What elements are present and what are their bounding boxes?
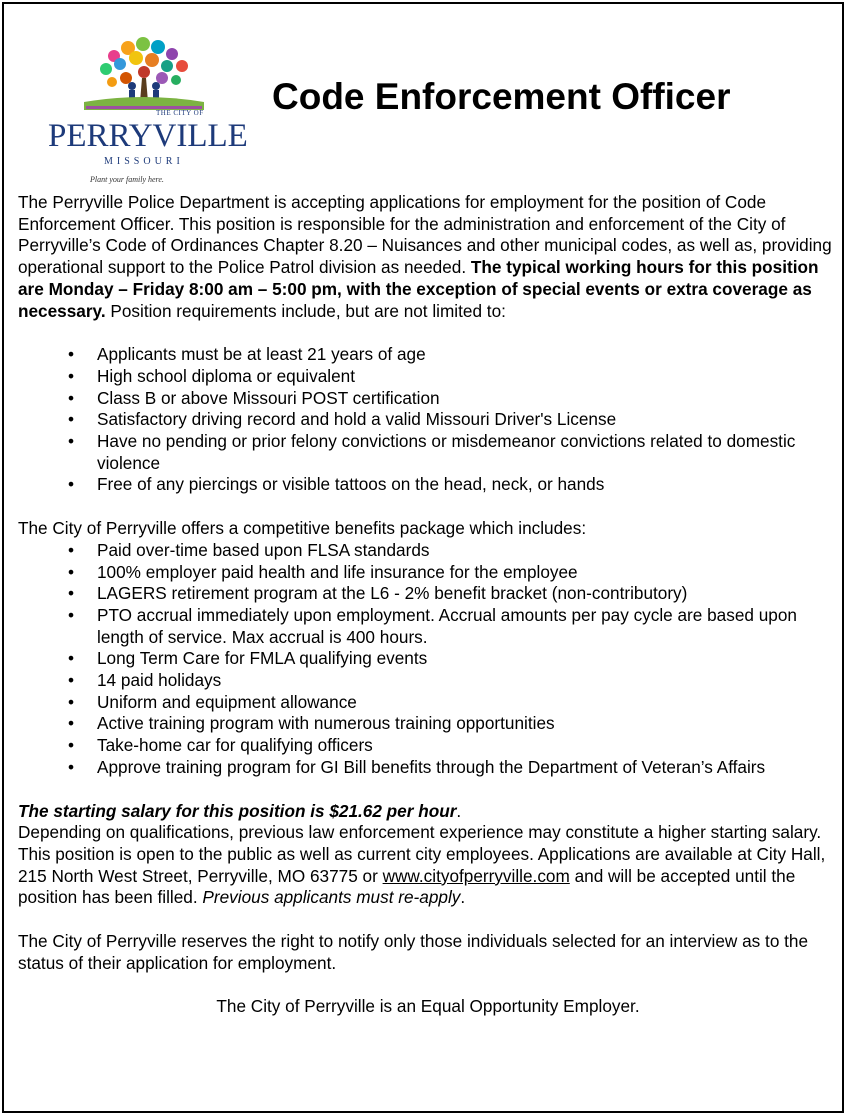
intro-paragraph <box>18 192 838 322</box>
bullet-icon: • <box>68 409 75 430</box>
bullet-icon: • <box>68 474 75 495</box>
list-item: • Approve training program for GI Bill benefits through the Department of Veteran’s Affairs <box>68 756 766 777</box>
city-logo <box>44 20 248 184</box>
bullet-icon: • <box>68 648 75 669</box>
bullet-icon: • <box>68 431 75 452</box>
list-item: • Class B or above Missouri POST certification <box>68 387 440 408</box>
list-item: • High school diploma or equivalent <box>68 365 355 386</box>
list-item: • PTO accrual immediately upon employment. Accrual amounts per pay cycle are based upon length of service. Max accrual is 400 hours. <box>68 604 797 647</box>
list-item: • 100% employer paid health and life insurance for the employee <box>68 561 578 582</box>
benefits-list <box>18 540 838 779</box>
list-item: • Active training program with numerous training opportunities <box>68 713 555 734</box>
list-item: • 14 paid holidays <box>68 670 222 691</box>
page-title: Code Enforcement Officer <box>272 76 731 117</box>
list-item: • Uniform and equipment allowance <box>68 691 357 712</box>
working-hours-text: The typical working hours for this position are Monday – Friday 8:00 am – 5:00 pm, with the exception of special events or extra coverage as necessary. <box>18 257 819 321</box>
requirements-lead: Position requirements include, but are not limited to: <box>105 300 506 321</box>
bullet-icon: • <box>68 604 75 625</box>
tree-logo-icon <box>44 20 234 120</box>
bullet-icon: • <box>68 583 75 604</box>
eoe-statement: The City of Perryville is an Equal Opportunity Employer. <box>216 995 640 1016</box>
bullet-icon: • <box>68 561 75 582</box>
bullet-icon: • <box>68 539 75 560</box>
logo-state-name: MISSOURI <box>104 156 184 167</box>
logo-tagline: Plant your family here. <box>90 175 164 184</box>
bullet-icon: • <box>68 713 75 734</box>
bullet-icon: • <box>68 344 75 365</box>
reapply-note: Previous applicants must re-apply <box>202 887 461 908</box>
list-item: • Satisfactory driving record and hold a valid Missouri Driver's License <box>68 409 617 430</box>
list-item: • Take-home car for qualifying officers <box>68 735 373 756</box>
logo-the-city-of: THE CITY OF <box>156 109 204 117</box>
salary-headline: The starting salary for this position is $21.62 per hour <box>18 800 457 821</box>
list-item: • Have no pending or prior felony convictions or misdemeanor convictions related to domestic violence <box>68 431 796 473</box>
intro-text: The Perryville Police Department is accepting applications for employment for the position of Code Enforcement Officer. This position is responsible for the administration and enforcement of the City of Perryville’s Code of Ordinances Chapter 8.20 – Nuisances and other municipal codes, as well as, providing operational support to the Police Patrol division as needed. <box>18 192 832 278</box>
salary-text: Depending on qualifications, previous law enforcement experience may constitute a higher starting salary. This position is open to the public as well as current city employees. Applications are available at City Hall, 215 North West Street, Perryville, MO 63775 or <box>18 822 826 886</box>
salary-paragraph: The starting salary for this position is $21.62 per hour. Depending on qualifications, previous law enforcement experience may constitute a higher starting salary. This position is open to the public as well as current city employees. Applications are available at City Hall, 215 North West Street, Perryville, MO 63775 or www.cityofperryville.com and will be accepted until the position has been filled. Previous applicants must re-apply. <box>18 800 826 908</box>
logo-city-name: PERRYVILLE <box>48 118 248 154</box>
notice-paragraph: The City of Perryville reserves the right to notify only those individuals selected for an interview as to the status of their application for employment. <box>18 931 809 973</box>
bullet-icon: • <box>68 670 75 691</box>
requirements-list <box>18 344 838 496</box>
bullet-icon: • <box>68 735 75 756</box>
bullet-icon: • <box>68 387 75 408</box>
website-link[interactable]: www.cityofperryville.com <box>382 865 570 886</box>
bullet-icon: • <box>68 691 75 712</box>
bullet-icon: • <box>68 365 75 386</box>
benefits-intro: The City of Perryville offers a competitive benefits package which includes: <box>18 518 587 539</box>
list-item: • Free of any piercings or visible tattoos on the head, neck, or hands <box>68 474 605 495</box>
list-item: • Paid over-time based upon FLSA standards <box>68 539 430 560</box>
document-body <box>18 192 838 1017</box>
list-item: • Long Term Care for FMLA qualifying events <box>68 648 428 669</box>
list-item: • Applicants must be at least 21 years of age <box>68 344 426 365</box>
bullet-icon: • <box>68 756 75 777</box>
list-item: • LAGERS retirement program at the L6 - 2% benefit bracket (non-contributory) <box>68 583 688 604</box>
